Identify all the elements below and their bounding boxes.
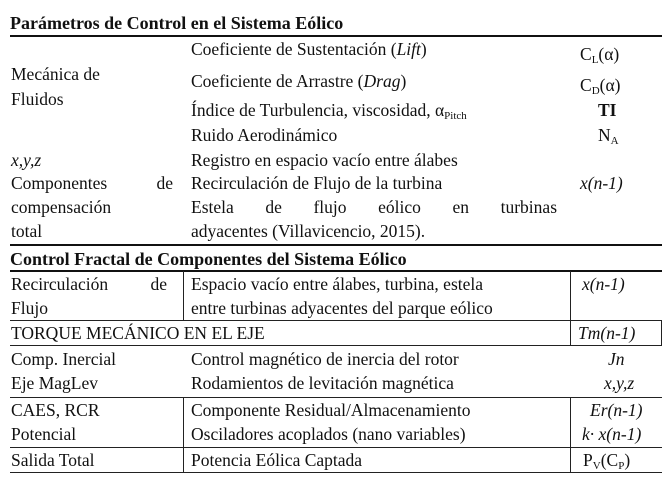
wake-description-line2: adyacentes (Villavicencio, 2015). <box>191 221 426 241</box>
compensation-label-line2: compensación <box>11 197 112 217</box>
table-title: Parámetros de Control en el Sistema Eólico <box>10 13 344 33</box>
torque-label: TORQUE MECÁNICO EN EL EJE <box>11 323 265 343</box>
potential-symbol: k· x(n-1) <box>582 424 642 444</box>
lift-symbol: $C_L(\alpha)$ <box>580 44 620 66</box>
caes-description: Componente Residual/Almacenamiento <box>191 400 471 420</box>
output-symbol: $P_V(C_P)$ <box>583 450 631 472</box>
torque-bottom-rule <box>10 345 662 346</box>
output-description: Potencia Eólica Captada <box>191 450 363 470</box>
drag-description: Coeficiente de Arrastre (Drag) <box>191 71 407 91</box>
caes-label: CAES, RCR <box>11 400 100 420</box>
section2-title: Control Fractal de Componentes del Sistema Eólico <box>10 249 407 269</box>
col-divider <box>661 320 662 346</box>
maglev-label: Eje MagLev <box>11 373 98 393</box>
inertial-description: Control magnético de inercia del rotor <box>191 349 459 369</box>
inertial-label: Comp. Inercial <box>11 349 116 369</box>
col-divider <box>570 320 571 346</box>
col-divider <box>570 397 571 473</box>
xyz-description: Registro en espacio vacío entre álabes <box>191 150 458 170</box>
compensation-label-line3: total <box>11 221 43 241</box>
torque-top-rule <box>10 320 662 321</box>
maglev-description: Rodamientos de levitación magnética <box>191 373 454 393</box>
col-divider <box>570 271 571 321</box>
inertial-symbol: Jn <box>608 349 625 369</box>
caes-symbol: Er(n-1) <box>590 400 643 420</box>
col-divider <box>183 271 184 321</box>
recirculation-desc-line2: entre turbinas adyacentes del parque eólico <box>191 298 493 318</box>
recirculation-label-line2: Flujo <box>11 298 48 318</box>
compensation-symbol: x(n-1) <box>580 173 623 193</box>
title-rule <box>10 35 662 37</box>
output-label: Salida Total <box>11 450 95 470</box>
recirculation-symbol: x(n-1) <box>582 274 625 294</box>
potential-description: Osciladores acoplados (nano variables) <box>191 424 466 444</box>
category-fluid-mechanics-line1: Mecánica de <box>11 64 100 84</box>
noise-description: Ruido Aerodinámico <box>191 125 338 145</box>
lift-description: Coeficiente de Sustentación (Lift) <box>191 39 427 59</box>
recirculation-desc-line1: Espacio vacío entre álabes, turbina, estela <box>191 274 484 294</box>
xyz-label: x,y,z <box>11 150 42 170</box>
output-top-rule <box>10 447 662 448</box>
wake-description-line1: Estela de flujo eólico en turbinas <box>191 197 557 217</box>
potential-label: Potencial <box>11 424 77 444</box>
section-rule <box>10 244 662 246</box>
caes-top-rule <box>10 397 662 398</box>
maglev-symbol: x,y,z <box>604 373 635 393</box>
recirculation-label-line1: Recirculación de <box>11 274 167 294</box>
turbulence-symbol: TI <box>598 100 617 120</box>
col-divider <box>183 397 184 473</box>
turbulence-description: Índice de Turbulencia, viscosidad, $\alpha_{Pitch}$ <box>191 100 467 122</box>
compensation-label-line1: Componentes de <box>11 173 173 193</box>
category-fluid-mechanics-line2: Fluidos <box>11 89 64 109</box>
table-bottom-rule <box>10 472 662 473</box>
noise-symbol: $N_A$ <box>598 125 619 147</box>
drag-symbol: $C_D(\alpha)$ <box>580 75 621 97</box>
recirculation-description: Recirculación de Flujo de la turbina <box>191 173 443 193</box>
torque-symbol: Tm(n-1) <box>578 323 636 343</box>
section2-title-rule <box>10 270 662 272</box>
